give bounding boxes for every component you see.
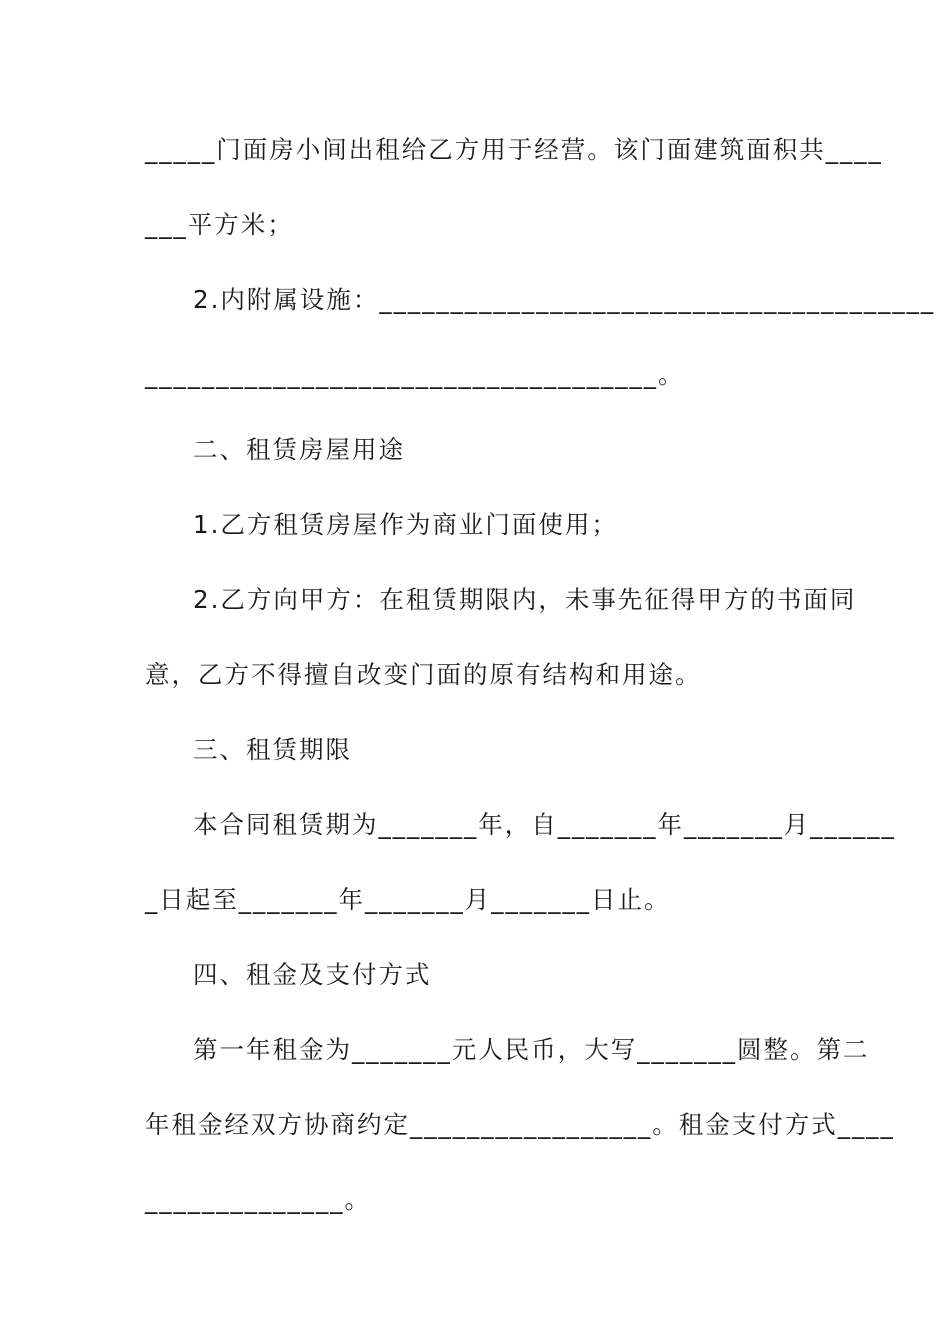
text-line: ______________。 <box>145 1185 371 1214</box>
text-line: 2.乙方向甲方：在租赁期限内，未事先征得甲方的书面同 <box>193 585 857 614</box>
text-line: 意，乙方不得擅自改变门面的原有结构和用途。 <box>145 660 702 689</box>
text-line: 1.乙方租赁房屋作为商业门面使用； <box>193 510 618 539</box>
text-line: _____门面房小间出租给乙方用于经营。该门面建筑面积共____ <box>145 135 883 164</box>
text-line: 第一年租金为_______元人民币，大写_______圆整。第二 <box>193 1035 870 1064</box>
section-heading: 三、租赁期限 <box>193 735 352 764</box>
text-line: _日起至_______年_______月_______日止。 <box>145 885 671 914</box>
text-line: ____________________________________。 <box>145 360 685 389</box>
text-line: 本合同租赁期为_______年，自_______年_______月______ <box>193 810 896 839</box>
text-line: 2.内附属设施：_______________________________________ <box>193 285 936 314</box>
text-line: 年租金经双方协商约定_________________。租金支付方式____ <box>145 1110 895 1139</box>
text-line: ___平方米； <box>145 210 294 239</box>
section-heading: 二、租赁房屋用途 <box>193 435 405 464</box>
section-heading: 四、租金及支付方式 <box>193 960 432 989</box>
